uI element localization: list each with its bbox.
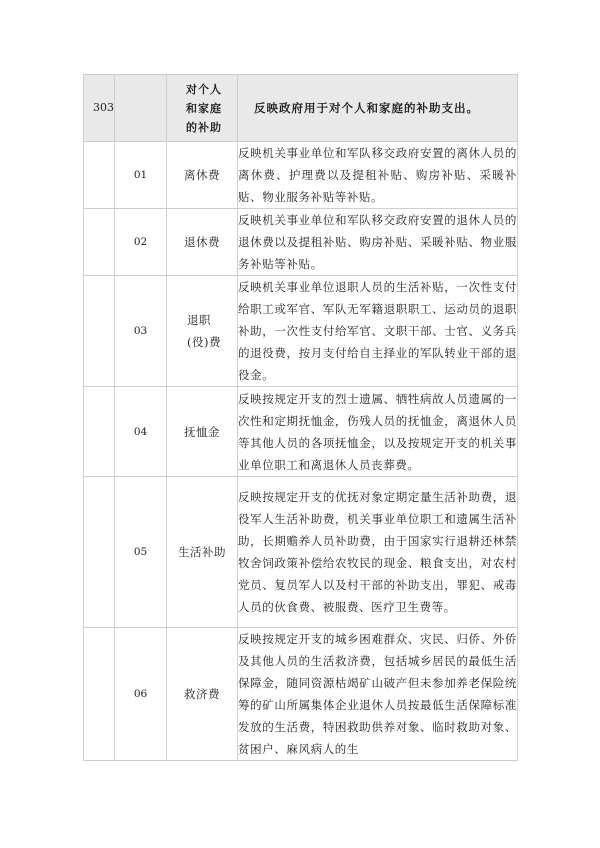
empty-code-cell [84, 387, 115, 477]
item-name: 退休费 [167, 209, 238, 276]
item-code: 03 [115, 276, 167, 387]
empty-code-cell [84, 276, 115, 387]
category-name: 对个人和家庭的补助 [167, 75, 238, 142]
item-name: 离休费 [167, 142, 238, 209]
table-row [84, 276, 518, 387]
empty-code-cell [84, 209, 115, 276]
empty-code-cell [84, 628, 115, 761]
item-name: 退职(役)费 [167, 276, 238, 387]
item-description: 反映机关事业单位和军队移交政府安置的离休人员的离休费、护理费以及提租补贴、购房补贴、采暖补贴、物业服务补贴等补贴。 [238, 142, 518, 209]
table-row [84, 477, 518, 628]
table-row [84, 209, 518, 276]
item-name: 生活补助 [167, 477, 238, 628]
category-description: 反映政府用于对个人和家庭的补助支出。 [238, 75, 518, 142]
budget-classification-table [83, 74, 518, 761]
category-header-row [84, 75, 518, 142]
item-name: 救济费 [167, 628, 238, 761]
empty-code-cell [84, 142, 115, 209]
table-row [84, 628, 518, 761]
item-description: 反映按规定开支的优抚对象定期定量生活补助费，退役军人生活补助费，机关事业单位职工和遗属生活补助，长期赡养人员补助费，由于国家实行退耕还林禁牧舍饲政策补偿给农牧民的现金、粮食支出，对农村党员、复员军人以及村干部的补助支出，罪犯、戒毒人员的伙食费、被服费、医疗卫生费等。 [238, 477, 518, 628]
table-row [84, 142, 518, 209]
item-name: 抚恤金 [167, 387, 238, 477]
table-row [84, 387, 518, 477]
item-code: 05 [115, 477, 167, 628]
item-description: 反映机关事业单位和军队移交政府安置的退休人员的退休费以及提租补贴、购房补贴、采暖补贴、物业服务补贴等补贴。 [238, 209, 518, 276]
empty-code-cell [84, 477, 115, 628]
item-description: 反映按规定开支的烈士遗属、牺牲病故人员遗属的一次性和定期抚恤金，伤残人员的抚恤金，离退休人员等其他人员的各项抚恤金，以及按规定开支的机关事业单位职工和离退休人员丧葬费。 [238, 387, 518, 477]
item-code: 04 [115, 387, 167, 477]
item-code: 06 [115, 628, 167, 761]
item-code: 01 [115, 142, 167, 209]
item-code: 02 [115, 209, 167, 276]
empty-subcode-cell [115, 75, 167, 142]
item-description: 反映机关事业单位退职人员的生活补贴，一次性支付给职工或军官、军队无军籍退职职工、运动员的退职补助，一次性支付给军官、文职干部、士官、义务兵的退役费，按月支付给自主择业的军队转业干部的退役金。 [238, 276, 518, 387]
item-description: 反映按规定开支的城乡困难群众、灾民、归侨、外侨及其他人员的生活救济费，包括城乡居民的最低生活保障金，随同资源枯竭矿山破产但未参加养老保险统筹的矿山所属集体企业退休人员按最低生活保障标准发放的生活费，特困救助供养对象、临时救助对象、贫困户、麻风病人的生 [238, 628, 518, 761]
category-code: 303 [84, 75, 115, 142]
